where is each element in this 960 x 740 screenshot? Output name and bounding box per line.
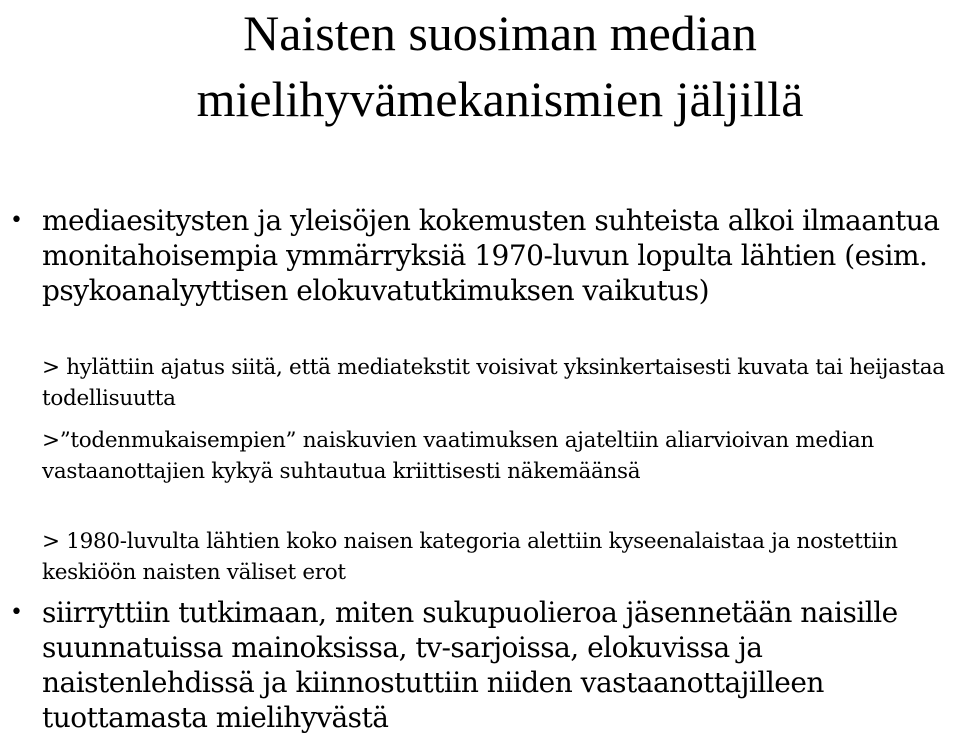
sub-point: > hylättiin ajatus siitä, että mediatekstit voisivat yksinkertaisesti kuvata tai heijastaa todellisuutta bbox=[42, 355, 945, 411]
bullet-marker: • bbox=[10, 600, 23, 625]
bullet-text: siirryttiin tutkimaan, miten sukupuolieroa jäsennetään naisille suunnatuissa mainoksissa, tv-sarjoissa, elokuvissa ja naistenlehdissä ja kiinnostuttiin niiden vastaanottajilleen tuottamasta mielihyvästä bbox=[42, 596, 898, 734]
bullet-item bbox=[10, 203, 942, 308]
sub-point: >”todenmukaisempien” naiskuvien vaatimuksen ajateltiin aliarvioivan median vastaanottajien kykyä suhtautua kriittisesti näkemäänsä bbox=[42, 428, 874, 484]
bullet-item bbox=[10, 595, 942, 735]
bullet-marker: • bbox=[10, 208, 23, 233]
bullet-text: mediaesitysten ja yleisöjen kokemusten suhteista alkoi ilmaantua monitahoisempia ymmärryksiä 1970-luvun lopulta lähtien (esim. psykoanalyyttisen elokuvatutkimuksen vaikutus) bbox=[42, 204, 940, 307]
sub-point: > 1980-luvulta lähtien koko naisen kategoria alettiin kyseenalaistaa ja nostettiin keskiöön naisten väliset erot bbox=[42, 529, 898, 585]
slide-title: Naisten suosiman median mielihyvämekanismien jäljillä bbox=[196, 5, 804, 127]
